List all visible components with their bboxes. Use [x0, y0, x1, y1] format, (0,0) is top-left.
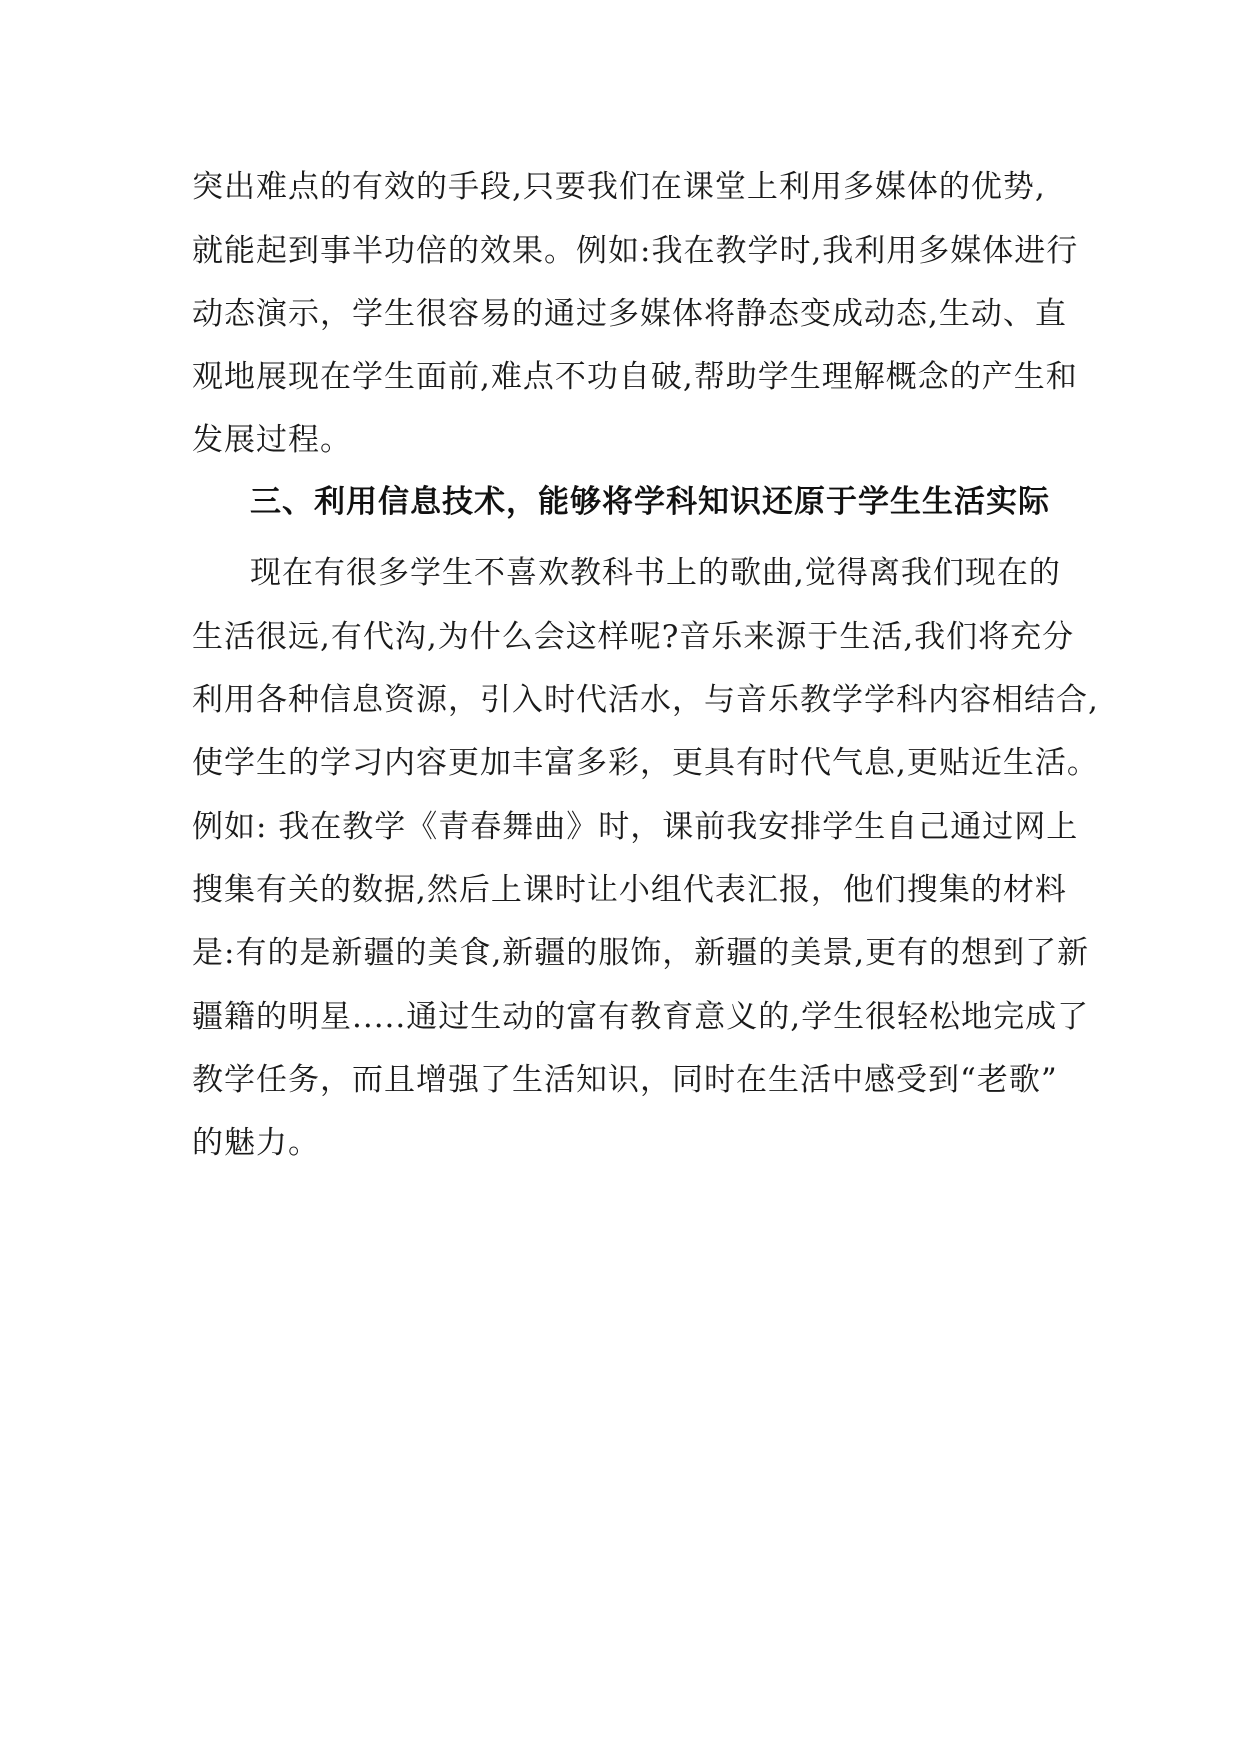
paragraph-line: 突出难点的有效的手段,只要我们在课堂上利用多媒体的优势, — [192, 169, 1046, 205]
paragraph-line: 教学任务，而且增强了生活知识，同时在生活中感受到“老歌” — [192, 1062, 1058, 1098]
paragraph-line: 的魅力。 — [192, 1125, 320, 1161]
section-heading: 三、利用信息技术，能够将学科知识还原于学生生活实际 — [250, 484, 1050, 520]
paragraph-line: 动态演示，学生很容易的通过多媒体将静态变成动态,生动、直 — [192, 296, 1067, 332]
paragraph-line: 现在有很多学生不喜欢教科书上的歌曲,觉得离我们现在的 — [250, 555, 1061, 591]
paragraph-line: 观地展现在学生面前,难点不功自破,帮助学生理解概念的产生和 — [192, 359, 1078, 395]
paragraph-line: 就能起到事半功倍的效果。例如:我在教学时,我利用多媒体进行 — [192, 233, 1079, 269]
paragraph-line: 搜集有关的数据,然后上课时让小组代表汇报，他们搜集的材料 — [192, 872, 1067, 908]
paragraph-line: 生活很远,有代沟,为什么会这样呢?音乐来源于生活,我们将充分 — [192, 619, 1075, 655]
paragraph-line: 是:有的是新疆的美食,新疆的服饰，新疆的美景,更有的想到了新 — [192, 935, 1090, 971]
paragraph-line: 疆籍的明星.....通过生动的富有教育意义的,学生很轻松地完成了 — [192, 999, 1090, 1035]
paragraph-line: 使学生的学习内容更加丰富多彩，更具有时代气息,更贴近生活。 — [192, 745, 1099, 781]
paragraph-line: 利用各种信息资源，引入时代活水，与音乐教学学科内容相结合, — [192, 682, 1099, 718]
paragraph-line: 发展过程。 — [192, 422, 352, 458]
paragraph-line: 例如: 我在教学《青春舞曲》时，课前我安排学生自己通过网上 — [192, 809, 1079, 845]
